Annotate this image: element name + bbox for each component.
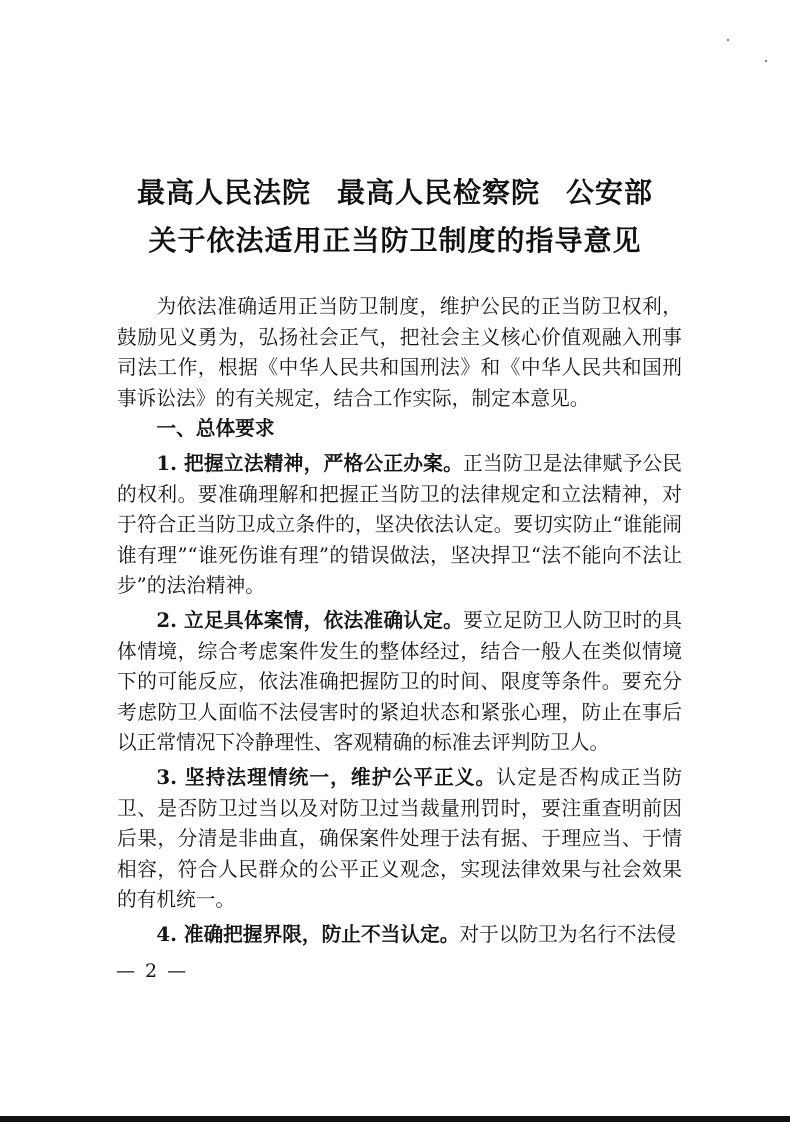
item-text: 要立足防卫人防卫时的具体情境，综合考虑案件发生的整体经过，结合一般人在类似情境下的可能反应，依法准确把握防卫的时间、限度等条件。要充分考虑防卫人面临不法侵害时的紧迫状态和紧张心理，防止在事后以正常情况下冷静理性、客观精确的标准去评判防卫人。	[117, 608, 682, 755]
item-lead: 3. 坚持法理情统一，维护公平正义。	[156, 765, 497, 789]
document-title-line-1	[0, 171, 790, 211]
item-lead: 4. 准确把握界限，防止不当认定。	[156, 922, 460, 946]
intro-paragraph: 为依法准确适用正当防卫制度，维护公民的正当防卫权利，鼓励见义勇为，弘扬社会正气，把社会主义核心价值观融入刑事司法工作，根据《中华人民共和国刑法》和《中华人民共和国刑事诉讼法》的有关规定，结合工作实际，制定本意见。	[117, 295, 682, 410]
document-title-line-2: 关于依法适用正当防卫制度的指导意见	[148, 224, 642, 257]
title-issuer-procuratorate: 最高人民检察院	[336, 176, 540, 209]
item-lead: 2. 立足具体案情，依法准确认定。	[156, 608, 464, 632]
title-issuer-court: 最高人民法院	[136, 176, 311, 209]
page-number: — 2 —	[116, 960, 189, 982]
scan-speck	[727, 39, 729, 41]
item-paragraph-1	[117, 449, 682, 602]
scan-edge-bar	[0, 1116, 790, 1122]
item-text: 正当防卫是法律赋予公民的权利。要准确理解和把握正当防卫的法律规定和立法精神，对于符合正当防卫成立条件的，坚决依法认定。要切实防止“谁能闹谁有理”“谁死伤谁有理”的错误做法，坚决捍卫“法不能向不法让步”的法治精神。	[117, 451, 682, 598]
document-body	[117, 292, 682, 950]
item-text: 对于以防卫为名行不法侵	[459, 922, 676, 946]
item-paragraph-4	[117, 920, 682, 951]
item-paragraph-2	[117, 606, 682, 759]
section-heading	[117, 414, 682, 445]
item-lead: 1. 把握立法精神，严格公正办案。	[156, 451, 464, 475]
title-issuer-ministry: 公安部	[566, 176, 654, 209]
item-text: 认定是否构成正当防卫、是否防卫过当以及对防卫过当裁量刑罚时，要注重查明前因后果，分清是非曲直，确保案件处理于法有据、于理应当、于情相容，符合人民群众的公平正义观念，实现法律效果与社会效果的有机统一。	[117, 765, 683, 912]
scan-speck	[765, 60, 767, 62]
section-heading-text: 一、总体要求	[156, 417, 275, 441]
item-paragraph-3	[117, 763, 682, 916]
